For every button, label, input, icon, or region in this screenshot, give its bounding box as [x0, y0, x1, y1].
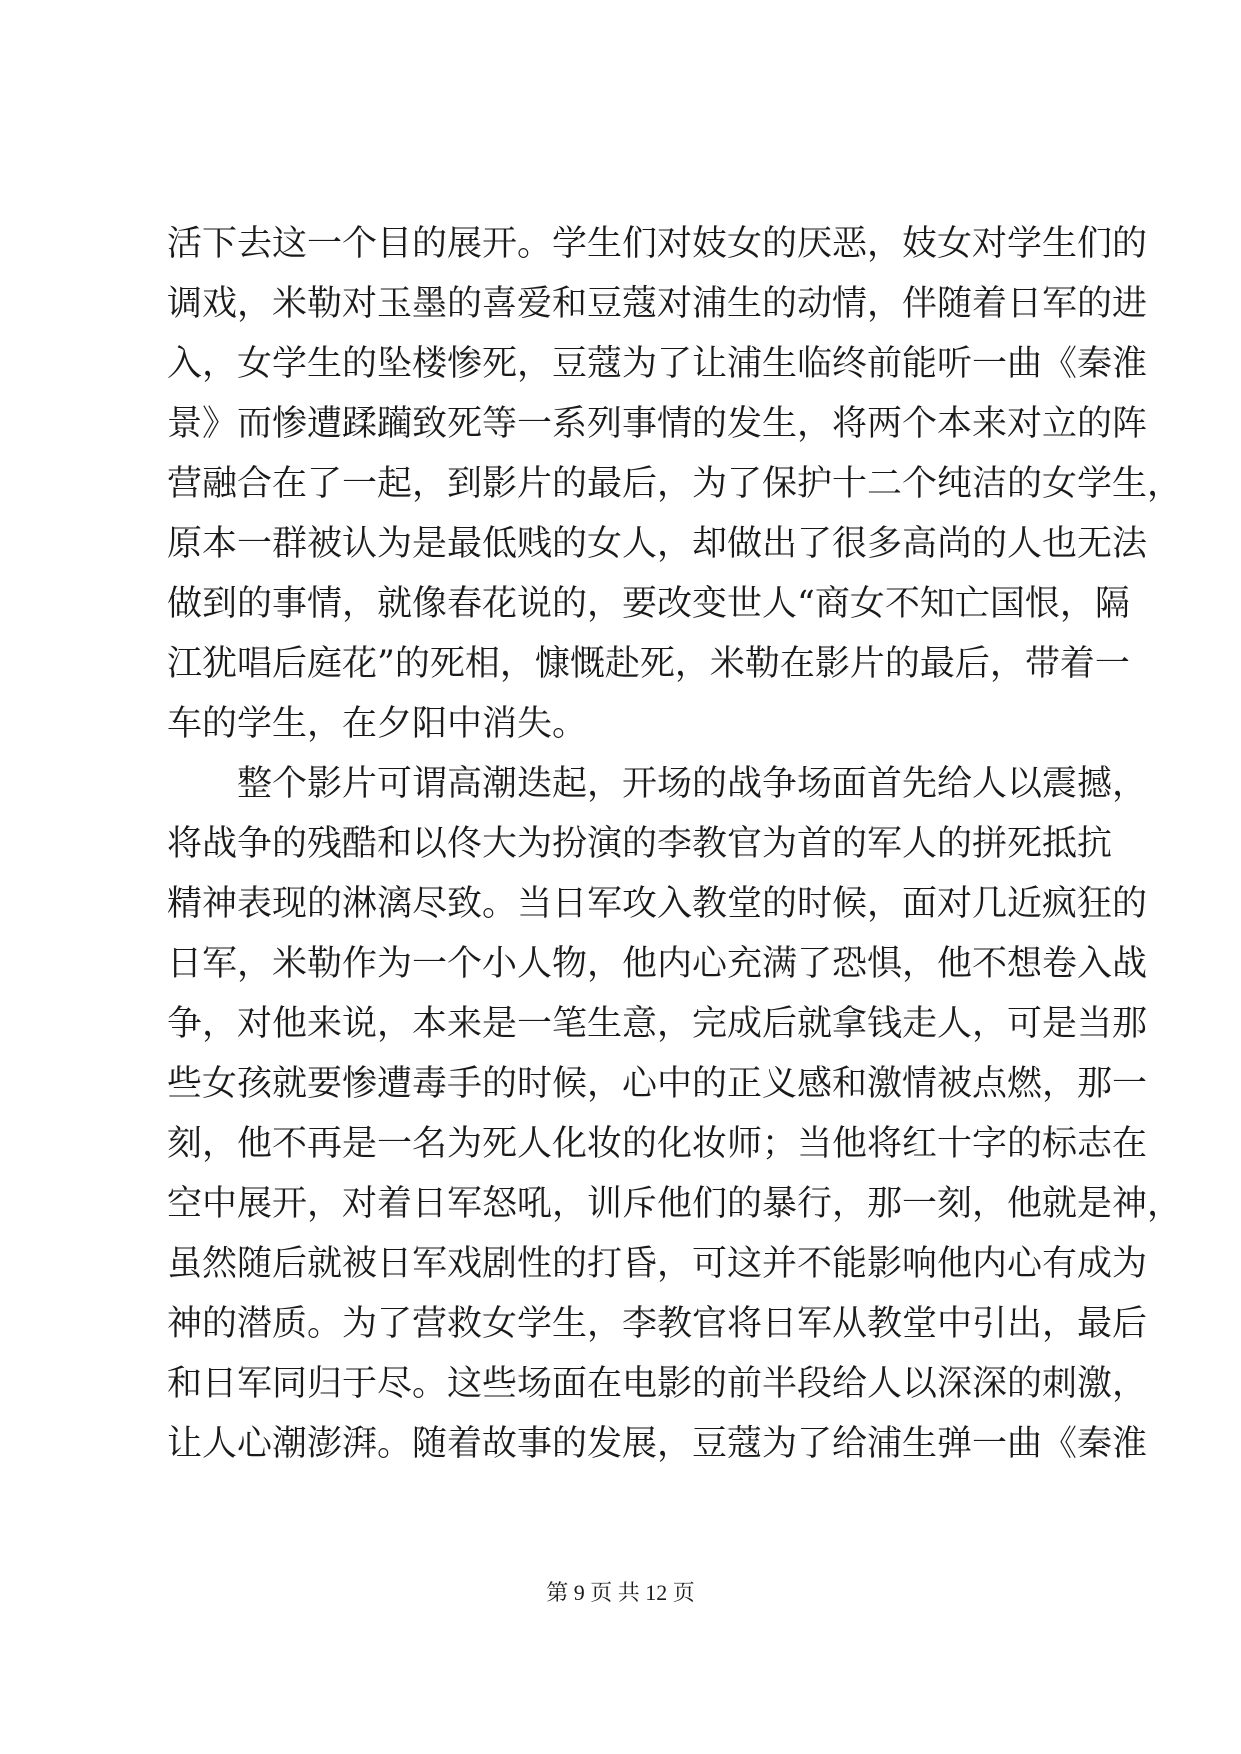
text-line: 让人心潮澎湃。随着故事的发展，豆蔻为了给浦生弹一曲《秦淮 [167, 1424, 1148, 1464]
text-line: 做到的事情，就像春花说的，要改变世人“商女不知亡国恨，隔 [167, 584, 1130, 624]
page-number-footer: 第 9 页 共 12 页 [546, 1580, 695, 1605]
text-line: 景》而惨遭蹂躏致死等一系列事情的发生，将两个本来对立的阵 [167, 404, 1148, 444]
text-line: 和日军同归于尽。这些场面在电影的前半段给人以深深的刺激， [167, 1364, 1148, 1404]
paragraph-first-line: 整个影片可谓高潮迭起，开场的战争场面首先给人以震撼， [237, 764, 1148, 804]
text-line: 些女孩就要惨遭毒手的时候，心中的正义感和激情被点燃，那一 [167, 1064, 1148, 1104]
text-line: 活下去这一个目的展开。学生们对妓女的厌恶，妓女对学生们的 [167, 224, 1148, 264]
text-line: 虽然随后就被日军戏剧性的打昏，可这并不能影响他内心有成为 [167, 1244, 1148, 1284]
text-line: 将战争的残酷和以佟大为扮演的李教官为首的军人的拼死抵抗 [167, 824, 1113, 864]
text-line: 精神表现的淋漓尽致。当日军攻入教堂的时候，面对几近疯狂的 [167, 884, 1148, 924]
text-line: 江犹唱后庭花”的死相，慷慨赴死，米勒在影片的最后，带着一 [167, 644, 1130, 684]
text-line: 调戏，米勒对玉墨的喜爱和豆蔻对浦生的动情，伴随着日军的进 [167, 284, 1148, 324]
text-line: 神的潜质。为了营救女学生，李教官将日军从教堂中引出，最后 [167, 1304, 1148, 1344]
text-line: 空中展开，对着日军怒吼，训斥他们的暴行，那一刻，他就是神， [167, 1184, 1183, 1224]
text-line: 原本一群被认为是最低贱的女人，却做出了很多高尚的人也无法 [167, 524, 1148, 564]
text-line: 争，对他来说，本来是一笔生意，完成后就拿钱走人，可是当那 [167, 1004, 1148, 1044]
text-line: 营融合在了一起，到影片的最后，为了保护十二个纯洁的女学生， [167, 464, 1183, 504]
text-line: 刻，他不再是一名为死人化妆的化妆师；当他将红十字的标志在 [167, 1124, 1148, 1164]
text-line: 日军，米勒作为一个小人物，他内心充满了恐惧，他不想卷入战 [167, 944, 1148, 984]
text-line: 车的学生，在夕阳中消失。 [167, 704, 588, 744]
text-line: 入，女学生的坠楼惨死，豆蔻为了让浦生临终前能听一曲《秦淮 [167, 344, 1148, 384]
